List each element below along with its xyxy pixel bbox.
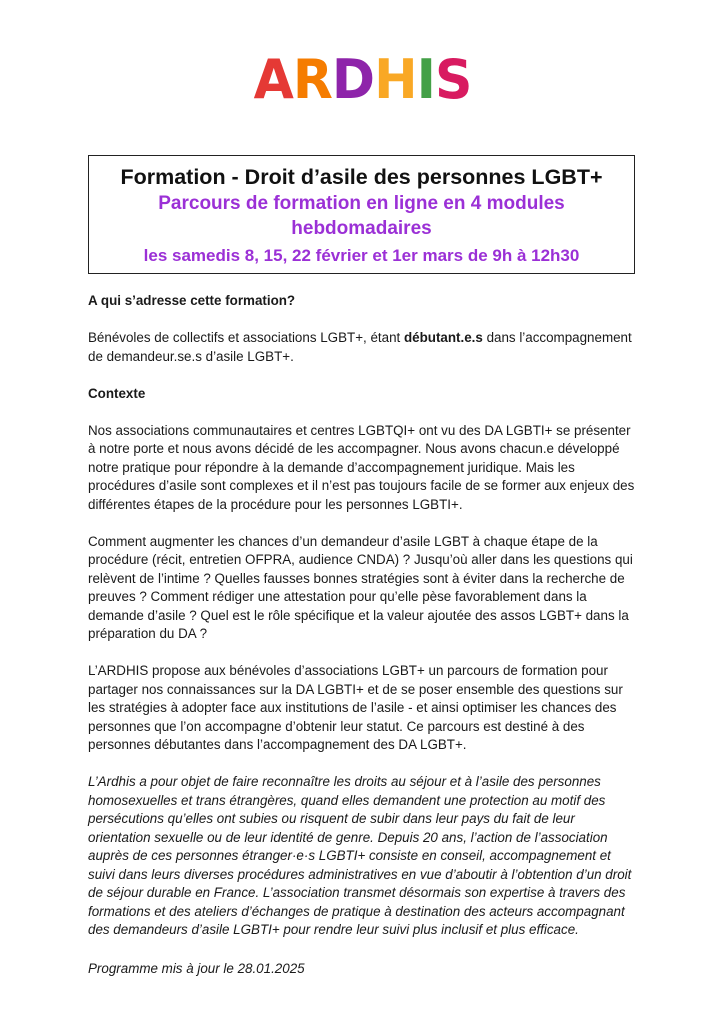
logo-letter: R bbox=[292, 48, 332, 112]
logo-letter: D bbox=[331, 48, 375, 112]
logo-letter: H bbox=[374, 48, 417, 112]
logo-letter: S bbox=[434, 48, 472, 112]
audience-text-before: Bénévoles de collectifs et associations LGBT+, étant bbox=[88, 330, 404, 345]
logo-letter: I bbox=[416, 48, 435, 112]
page-subtitle: Parcours de formation en ligne en 4 modules hebdomadaires bbox=[158, 193, 565, 239]
audience-heading: A qui s’adresse cette formation? bbox=[88, 293, 296, 308]
context-paragraph-3: L’ARDHIS propose aux bénévoles d’associations LGBT+ un parcours de formation pour partager nos connaissances sur la DA LGBTI+ et de se poser ensemble des questions sur les stratégies à adopter face aux institutions de l’asile - et ainsi optimiser les chances des personnes que l’on accompagne d’obtenir leur statut. Ce parcours est destiné à des personnes débutantes dans l’accompagnement des DA LGBT+. bbox=[88, 663, 623, 752]
context-paragraph-1: Nos associations communautaires et centres LGBTQI+ ont vu des DA LGBTI+ se présenter à notre porte et nous avons décidé de les accompagner. Nous avons chacun.e développé notre pratique pour répondre à la demande d’accompagnement juridique. Mais les procédures d’asile sont complexes et il n’est pas toujours facile de se former aux enjeux des différentes étapes de la procédure pour les personnes LGBTI+. bbox=[88, 422, 635, 512]
footer-update-note: Programme mis à jour le 28.01.2025 bbox=[88, 961, 305, 976]
context-heading: Contexte bbox=[88, 385, 146, 401]
document-body bbox=[88, 292, 638, 958]
page-title: Formation - Droit d’asile des personnes LGBT+ bbox=[120, 165, 603, 189]
logo-letter: A bbox=[253, 48, 293, 112]
audience-text-after: dans l’accompagnement de demandeur.se.s d’asile LGBT+. bbox=[88, 330, 632, 364]
title-box bbox=[88, 155, 635, 274]
audience-text-bold: débutant.e.s bbox=[403, 330, 483, 345]
association-description: L’Ardhis a pour objet de faire reconnaître les droits au séjour et à l’asile des personnes homosexuelles et trans étrangères, quand elles demandent une protection au motif des persécutions qu’elles ont subies ou risquent de subir dans leur pays du fait de leur orientation sexuelle ou de leur identité de genre. Depuis 20 ans, l’action de l’association auprès de ces personnes étranger·e·s LGBTI+ consiste en conseil, accompagnement et suivi dans leurs diverses procédures administratives en vue d’aboutir à l’obtention d’un droit de séjour durable en France. L’association transmet désormais son expertise à travers des formations et des ateliers d’échanges de pratique à destination des acteurs accompagnant des demandeurs d’asile LGBTI+ pour rendre leur suivi plus inclusif et plus efficace. bbox=[88, 774, 632, 937]
context-paragraph-4 bbox=[88, 773, 638, 940]
session-dates: les samedis 8, 15, 22 février et 1er mars de 9h à 12h30 bbox=[143, 246, 580, 265]
context-paragraph-2: Comment augmenter les chances d’un demandeur d’asile LGBT à chaque étape de la procédure (récit, entretien OFPRA, audience CNDA) ? Jusqu’où aller dans les questions qui relèvent de l’intime ? Quelles fausses bonnes stratégies sont à éviter dans la recherche de preuves ? Comment rédiger une attestation pour qu’elle pèse favorablement dans la demande d’asile ? Quel est le rôle spécifique et la valeur ajoutée des assos LGBT+ dans la préparation du DA ? bbox=[88, 533, 633, 641]
audience-paragraph bbox=[88, 329, 638, 366]
ardhis-logo bbox=[0, 48, 725, 112]
